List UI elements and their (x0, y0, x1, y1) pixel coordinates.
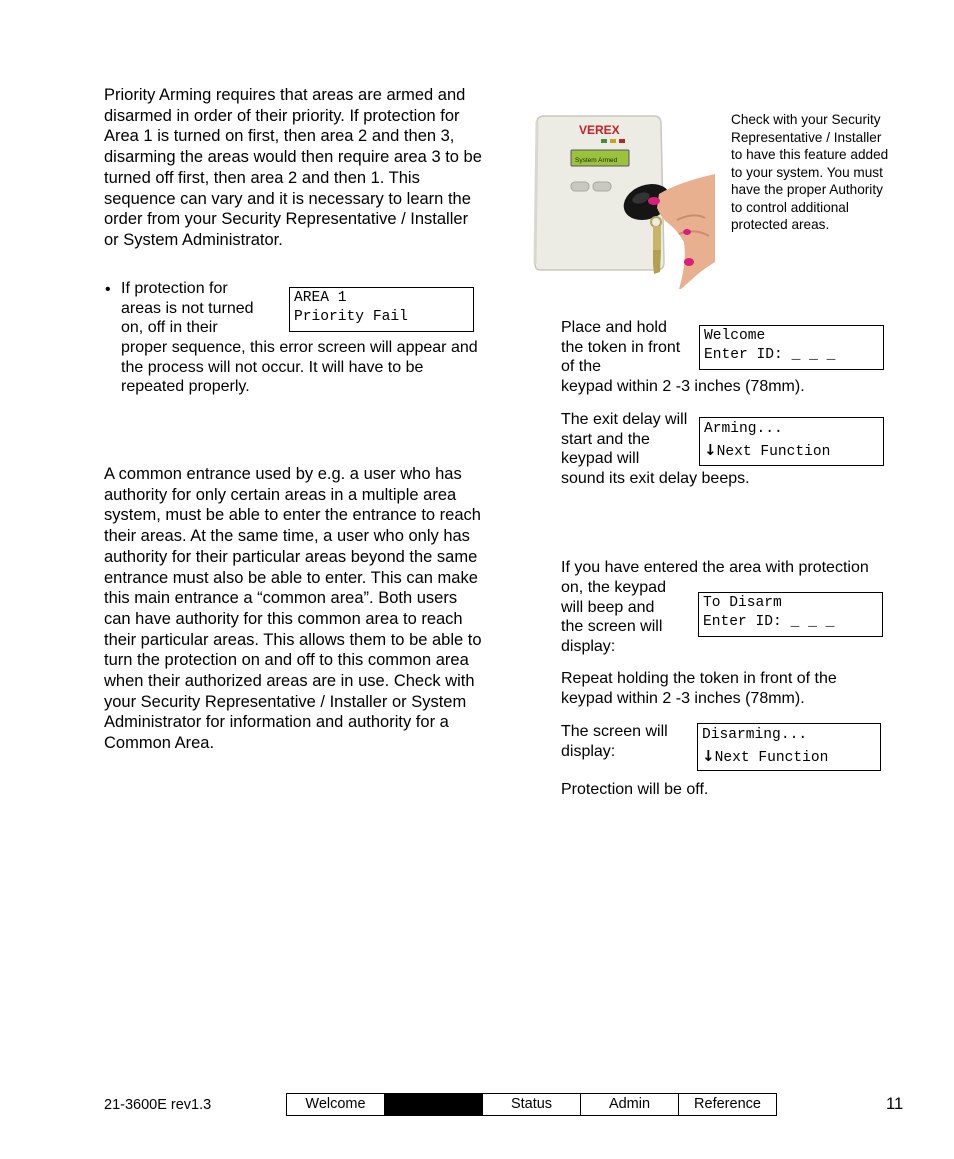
protection-off-text: Protection will be off. (561, 781, 709, 798)
common-area-paragraph: A common entrance used by e.g. a user who has authority for only certain areas in a multiple area system, must be able to enter the entrance to reach their areas. At the same time, a user who only has authority for their particular areas beyond the same entrance must also be able to enter. This can make this main entrance a “common area”. Both users can have authority for this common area to reach their particular areas. This allows them to be able to turn the protection on and off to this common area when their authorized areas are in use. Check with your Security Representative / Installer or System Administrator for information and authority for a Common Area. (104, 465, 482, 753)
lcd-disarming (697, 723, 881, 771)
document-id: 21-3600E rev1.3 (104, 1097, 212, 1113)
lcd-line-1: Disarming... (702, 727, 808, 743)
keypad-screen-text: System Armed (575, 157, 618, 164)
lcd-line-2 (702, 746, 876, 769)
tab-admin[interactable]: Admin (580, 1093, 679, 1116)
lcd-line-2: Priority Fail (294, 309, 408, 325)
keypad-photo (529, 112, 715, 289)
down-arrow-icon: ↓ (704, 441, 717, 459)
lcd-arming (699, 417, 884, 466)
lcd-welcome (699, 325, 884, 370)
entered-area-text: If you have entered the area with protection (561, 559, 869, 576)
exit-delay-text-continued: sound its exit delay beeps. (561, 470, 750, 487)
lcd-priority-fail (289, 287, 474, 332)
lcd-next-function: Next Function (714, 750, 829, 766)
tab-welcome[interactable]: Welcome (286, 1093, 385, 1116)
place-token-text: Place and hold the token in front of the (561, 319, 681, 376)
lcd-line-1: To Disarm (703, 595, 782, 611)
down-arrow-icon: ↓ (702, 747, 715, 765)
place-token-text-continued: keypad within 2 -3 inches (78mm). (561, 378, 805, 395)
lcd-line-1: AREA 1 (294, 290, 347, 306)
footer-nav-tabs (287, 1093, 777, 1116)
bullet-text-continued: proper sequence, this error screen will appear and the process will not occur. It will have to be repeated properly. (121, 339, 478, 395)
lcd-line-2 (704, 440, 879, 463)
bullet-text-short: If protection for areas is not turned on, off in their (121, 280, 254, 336)
page-number: 11 (886, 1095, 904, 1113)
exit-delay-text: The exit delay will start and the keypad will (561, 411, 688, 468)
lcd-to-disarm (698, 592, 883, 637)
lcd-line-1: Welcome (704, 328, 766, 344)
tab-reference[interactable]: Reference (678, 1093, 777, 1116)
lcd-line-1: Arming... (704, 421, 783, 437)
lcd-line-2: Enter ID: _ _ _ (704, 347, 836, 363)
screen-display-text: The screen will display: (561, 723, 668, 760)
lcd-line-2: Enter ID: _ _ _ (703, 614, 835, 630)
repeat-token-text: Repeat holding the token in front of the keypad within 2 -3 inches (78mm). (561, 670, 837, 707)
tab-current[interactable] (384, 1093, 483, 1116)
priority-arming-paragraph: Priority Arming requires that areas are armed and disarmed in order of their priority. If protection for Area 1 is turned on first, then area 2 and then 3, disarming the areas would then require area 3 to be turned off first, then area 2 and then 1. This sequence can vary and it is necessary to learn the order from your Security Representative / Installer or System Administrator. (104, 86, 482, 249)
bullet-icon: • (105, 281, 111, 298)
lcd-next-function: Next Function (716, 444, 831, 460)
tab-status[interactable]: Status (482, 1093, 581, 1116)
keypad-brand: VEREX (579, 123, 620, 137)
check-authority-note: Check with your Security Representative / Installer to have this feature added to your system. You must have the proper Authority to control additional protected areas. (731, 112, 889, 232)
entered-area-text-continued: on, the keypad will beep and the screen will display: (561, 579, 666, 656)
